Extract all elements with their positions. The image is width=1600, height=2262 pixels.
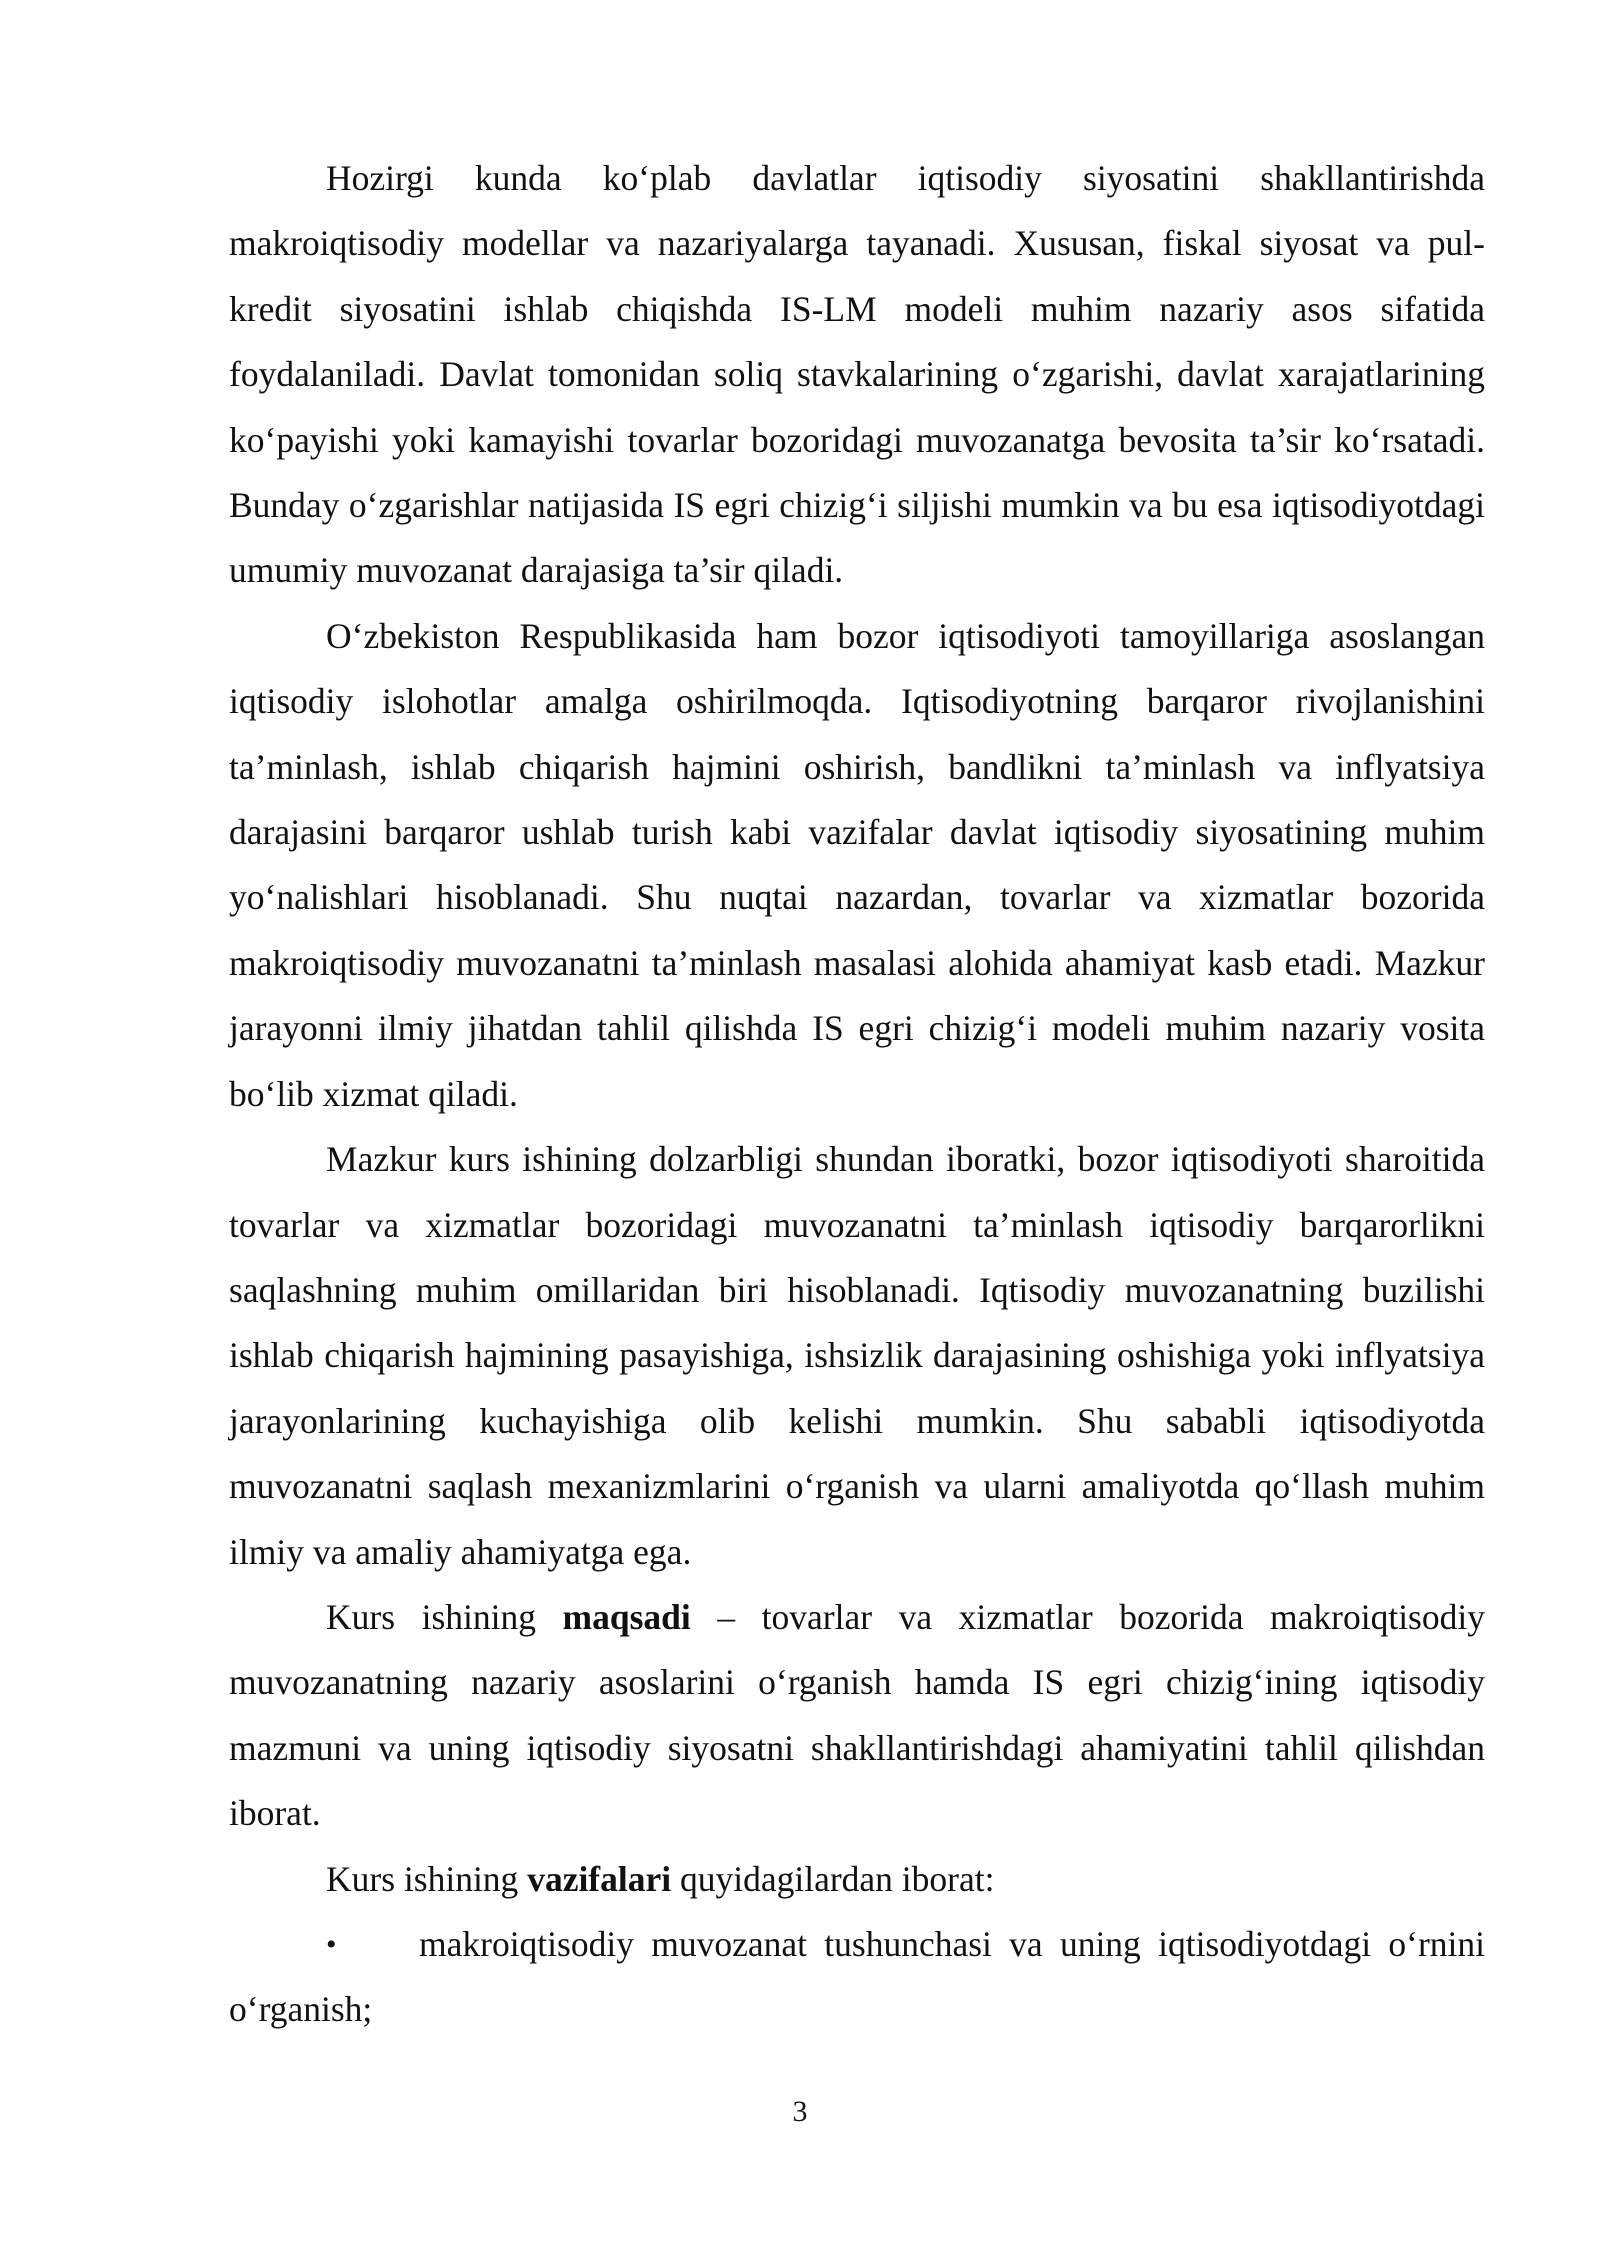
page-body — [229, 146, 1485, 2043]
tasks-text: quyidagilardan iborat: — [671, 1858, 995, 1899]
goal-prefix: Kurs ishining — [326, 1596, 563, 1637]
bullet-icon: • — [326, 1927, 337, 1961]
tasks-keyword: vazifalari — [527, 1858, 672, 1899]
paragraph-uzbekistan-reforms: O‘zbekiston Respublikasida ham bozor iqtisodiyoti tamoyillariga asoslangan iqtisodiy islohotlar amalga oshirilmoqda. Iqtisodiyotning barqaror rivojlanishini ta’minlash, ishlab chiqarish hajmini oshirish, bandlikni ta’minlash va inflyatsiya darajasini barqaror ushlab turish kabi vazifalar davlat iqtisodiy siyosatining muhim yo‘nalishlari hisoblanadi. Shu nuqtai nazardan, tovarlar va xizmatlar bozorida makroiqtisodiy muvozanatni ta’minlash masalasi alohida ahamiyat kasb etadi. Mazkur jarayonni ilmiy jihatdan tahlil qilishda IS egri chizig‘i modeli muhim nazariy vosita bo‘lib xizmat qiladi. — [229, 615, 1485, 1114]
task-list-item — [229, 1912, 1485, 2043]
paragraph-goal — [229, 1585, 1485, 1847]
goal-keyword: maqsadi — [562, 1596, 691, 1637]
tasks-prefix: Kurs ishining — [326, 1858, 528, 1899]
page-number: 3 — [792, 2095, 808, 2128]
task-list-item-text: makroiqtisodiy muvozanat tushunchasi va uning iqtisodiyotdagi o‘rnini o‘rganish; — [229, 1923, 1485, 2030]
paragraph-economic-policy: Hozirgi kunda ko‘plab davlatlar iqtisodiy siyosatini shakllantirishda makroiqtisodiy modellar va nazariyalarga tayanadi. Xususan, fiskal siyosat va pul-kredit siyosatini ishlab chiqishda IS-LM modeli muhim nazariy asos sifatida foydalaniladi. Davlat tomonidan soliq stavkalarining o‘zgarishi, davlat xarajatlarining ko‘payishi yoki kamayishi tovarlar bozoridagi muvozanatga bevosita ta’sir ko‘rsatadi. Bunday o‘zgarishlar natijasida IS egri chizig‘i siljishi mumkin va bu esa iqtisodiyotdagi umumiy muvozanat darajasiga ta’sir qiladi. — [229, 158, 1485, 591]
goal-text: – tovarlar va xizmatlar bozorida makroiqtisodiy muvozanatning nazariy asoslarini o‘rganish hamda IS egri chizig‘ining iqtisodiy mazmuni va uning iqtisodiy siyosatni shakllantirishdagi ahamiyatini tahlil qilishdan iborat. — [229, 1596, 1485, 1834]
paragraph-relevance: Mazkur kurs ishining dolzarbligi shundan iboratki, bozor iqtisodiyoti sharoitida tovarlar va xizmatlar bozoridagi muvozanatni ta’minlash iqtisodiy barqarorlikni saqlashning muhim omillaridan biri hisoblanadi. Iqtisodiy muvozanatning buzilishi ishlab chiqarish hajmining pasayishiga, ishsizlik darajasining oshishiga yoki inflyatsiya jarayonlarining kuchayishiga olib kelishi mumkin. Shu sababli iqtisodiyotda muvozanatni saqlash mexanizmlarini o‘rganish va ularni amaliyotda qo‘llash muhim ilmiy va amaliy ahamiyatga ega. — [229, 1139, 1485, 1572]
paragraph-tasks-intro — [229, 1847, 1485, 1912]
